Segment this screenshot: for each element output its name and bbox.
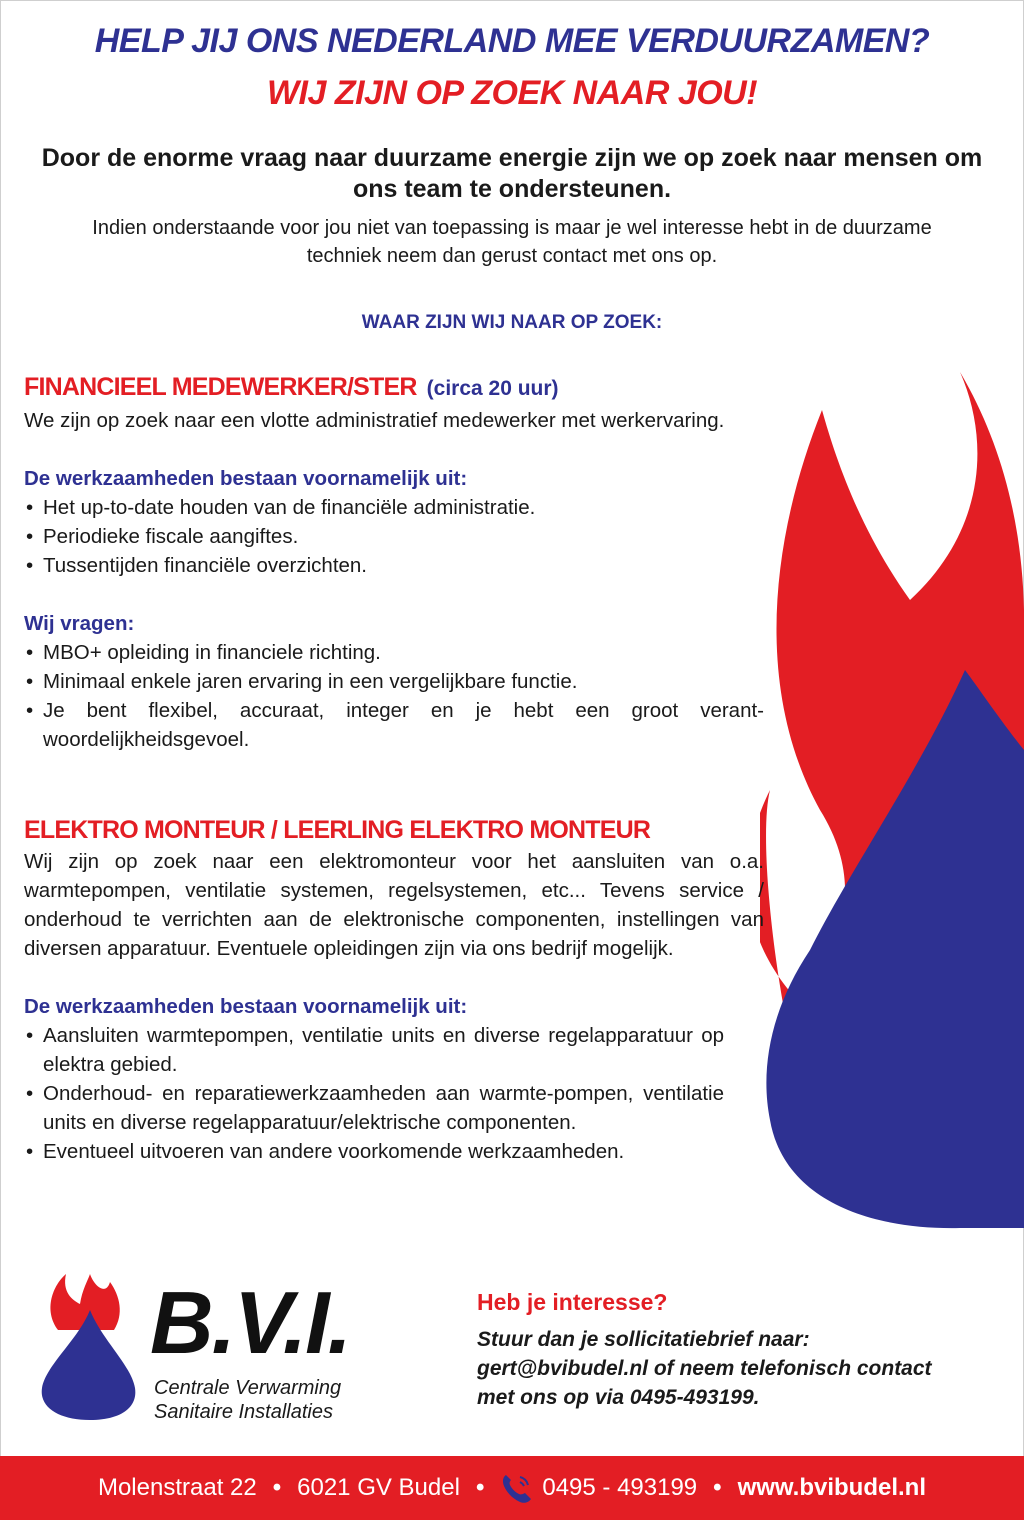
footer-bar (0, 1456, 1024, 1520)
intro-lead: Door de enorme vraag naar duurzame energie zijn we op zoek naar mensen om ons team te ondersteunen. (41, 144, 983, 203)
intro-text: Indien onderstaande voor jou niet van toepassing is maar je wel interesse hebt in de duurzame techniek neem dan gerust contact met ons op. (92, 217, 932, 267)
footer-postal: 6021 GV Budel (297, 1474, 460, 1501)
list-item: • Minimaal enkele jaren ervaring in een vergelijkbare functie. (24, 667, 764, 696)
flame-drop-illustration (760, 370, 1024, 1230)
list-item: • Eventueel uitvoeren van andere voorkomende werkzaamheden. (24, 1137, 724, 1166)
list-item: • MBO+ opleiding in financiele richting. (24, 638, 764, 667)
tasks-list (24, 1021, 724, 1166)
headline-question: HELP JIJ ONS NEDERLAND MEE VERDUURZAMEN? (94, 22, 930, 60)
logo-tagline (154, 1376, 341, 1424)
contact-text (477, 1325, 997, 1412)
tasks-list (24, 493, 764, 580)
job-description: We zijn op zoek naar een vlotte administratief medewerker met werkervaring. (24, 409, 725, 432)
logo-tagline-2: Sanitaire Installaties (154, 1401, 333, 1423)
list-item: • Aansluiten warmtepompen, ventilatie units en diverse regelapparatuur op elektra gebied. (24, 1021, 724, 1079)
separator: • (475, 1474, 485, 1501)
job-financial (24, 370, 764, 754)
headline-callout: WIJ ZIJN OP ZOEK NAAR JOU! (266, 74, 758, 112)
phone-icon (500, 1471, 534, 1505)
job-title (24, 370, 764, 406)
tasks-heading: De werkzaamheden bestaan voornamelijk uit: (24, 995, 468, 1018)
requirements-heading: Wij vragen: (24, 612, 135, 635)
footer-website-link[interactable]: www.bvibudel.nl (737, 1474, 927, 1501)
list-item: • Tussentijden financiële overzichten. (24, 551, 764, 580)
job-electrician (24, 813, 764, 1166)
section-heading-vacancies: WAAR ZIJN WIJ NAAR OP ZOEK: (361, 312, 663, 333)
contact-line-3: met ons op via 0495-493199. (477, 1386, 760, 1409)
list-item: • Onderhoud- en reparatiewerkzaamheden aan warmte-pompen, ventilatie units en diverse regelapparatuur/elektrische componenten. (24, 1079, 724, 1137)
requirements-list (24, 638, 764, 754)
company-logo-text: B.V.I. (150, 1273, 350, 1372)
job-hours: (circa 20 uur) (426, 377, 559, 400)
footer-phone[interactable]: 0495 - 493199 (542, 1474, 698, 1501)
tasks-heading: De werkzaamheden bestaan voornamelijk uit: (24, 467, 468, 490)
list-item: • Het up-to-date houden van de financiële administratie. (24, 493, 764, 522)
job-description: Wij zijn op zoek naar een elektromonteur voor het aansluiten van o.a. warmtepompen, ventilatie systemen, regelsystemen, etc... Tevens service / onderhoud te verrichten aan de elektronische componenten, instellingen van diversen apparatuur. Eventuele opleidingen zijn via ons bedrijf mogelijk. (24, 850, 764, 960)
contact-line-2[interactable]: gert@bvibudel.nl of neem telefonisch contact (477, 1357, 932, 1380)
contact-heading: Heb je interesse? (477, 1289, 668, 1315)
contact-line-1: Stuur dan je sollicitatiebrief naar: (477, 1328, 810, 1351)
list-item: • Je bent flexibel, accuraat, integer en je hebt een groot verant-woordelijkheidsgevoel. (24, 696, 764, 754)
logo-tagline-1: Centrale Verwarming (154, 1377, 342, 1399)
separator: • (272, 1474, 282, 1501)
job-title-text: FINANCIEEL MEDEWERKER/STER (24, 373, 417, 401)
footer-address: Molenstraat 22 (97, 1474, 257, 1501)
list-item: • Periodieke fiscale aangiftes. (24, 522, 764, 551)
job-title: ELEKTRO MONTEUR / LEERLING ELEKTRO MONTEUR (24, 816, 651, 844)
separator: • (713, 1474, 722, 1501)
logo-flame-drop-icon (38, 1270, 138, 1420)
